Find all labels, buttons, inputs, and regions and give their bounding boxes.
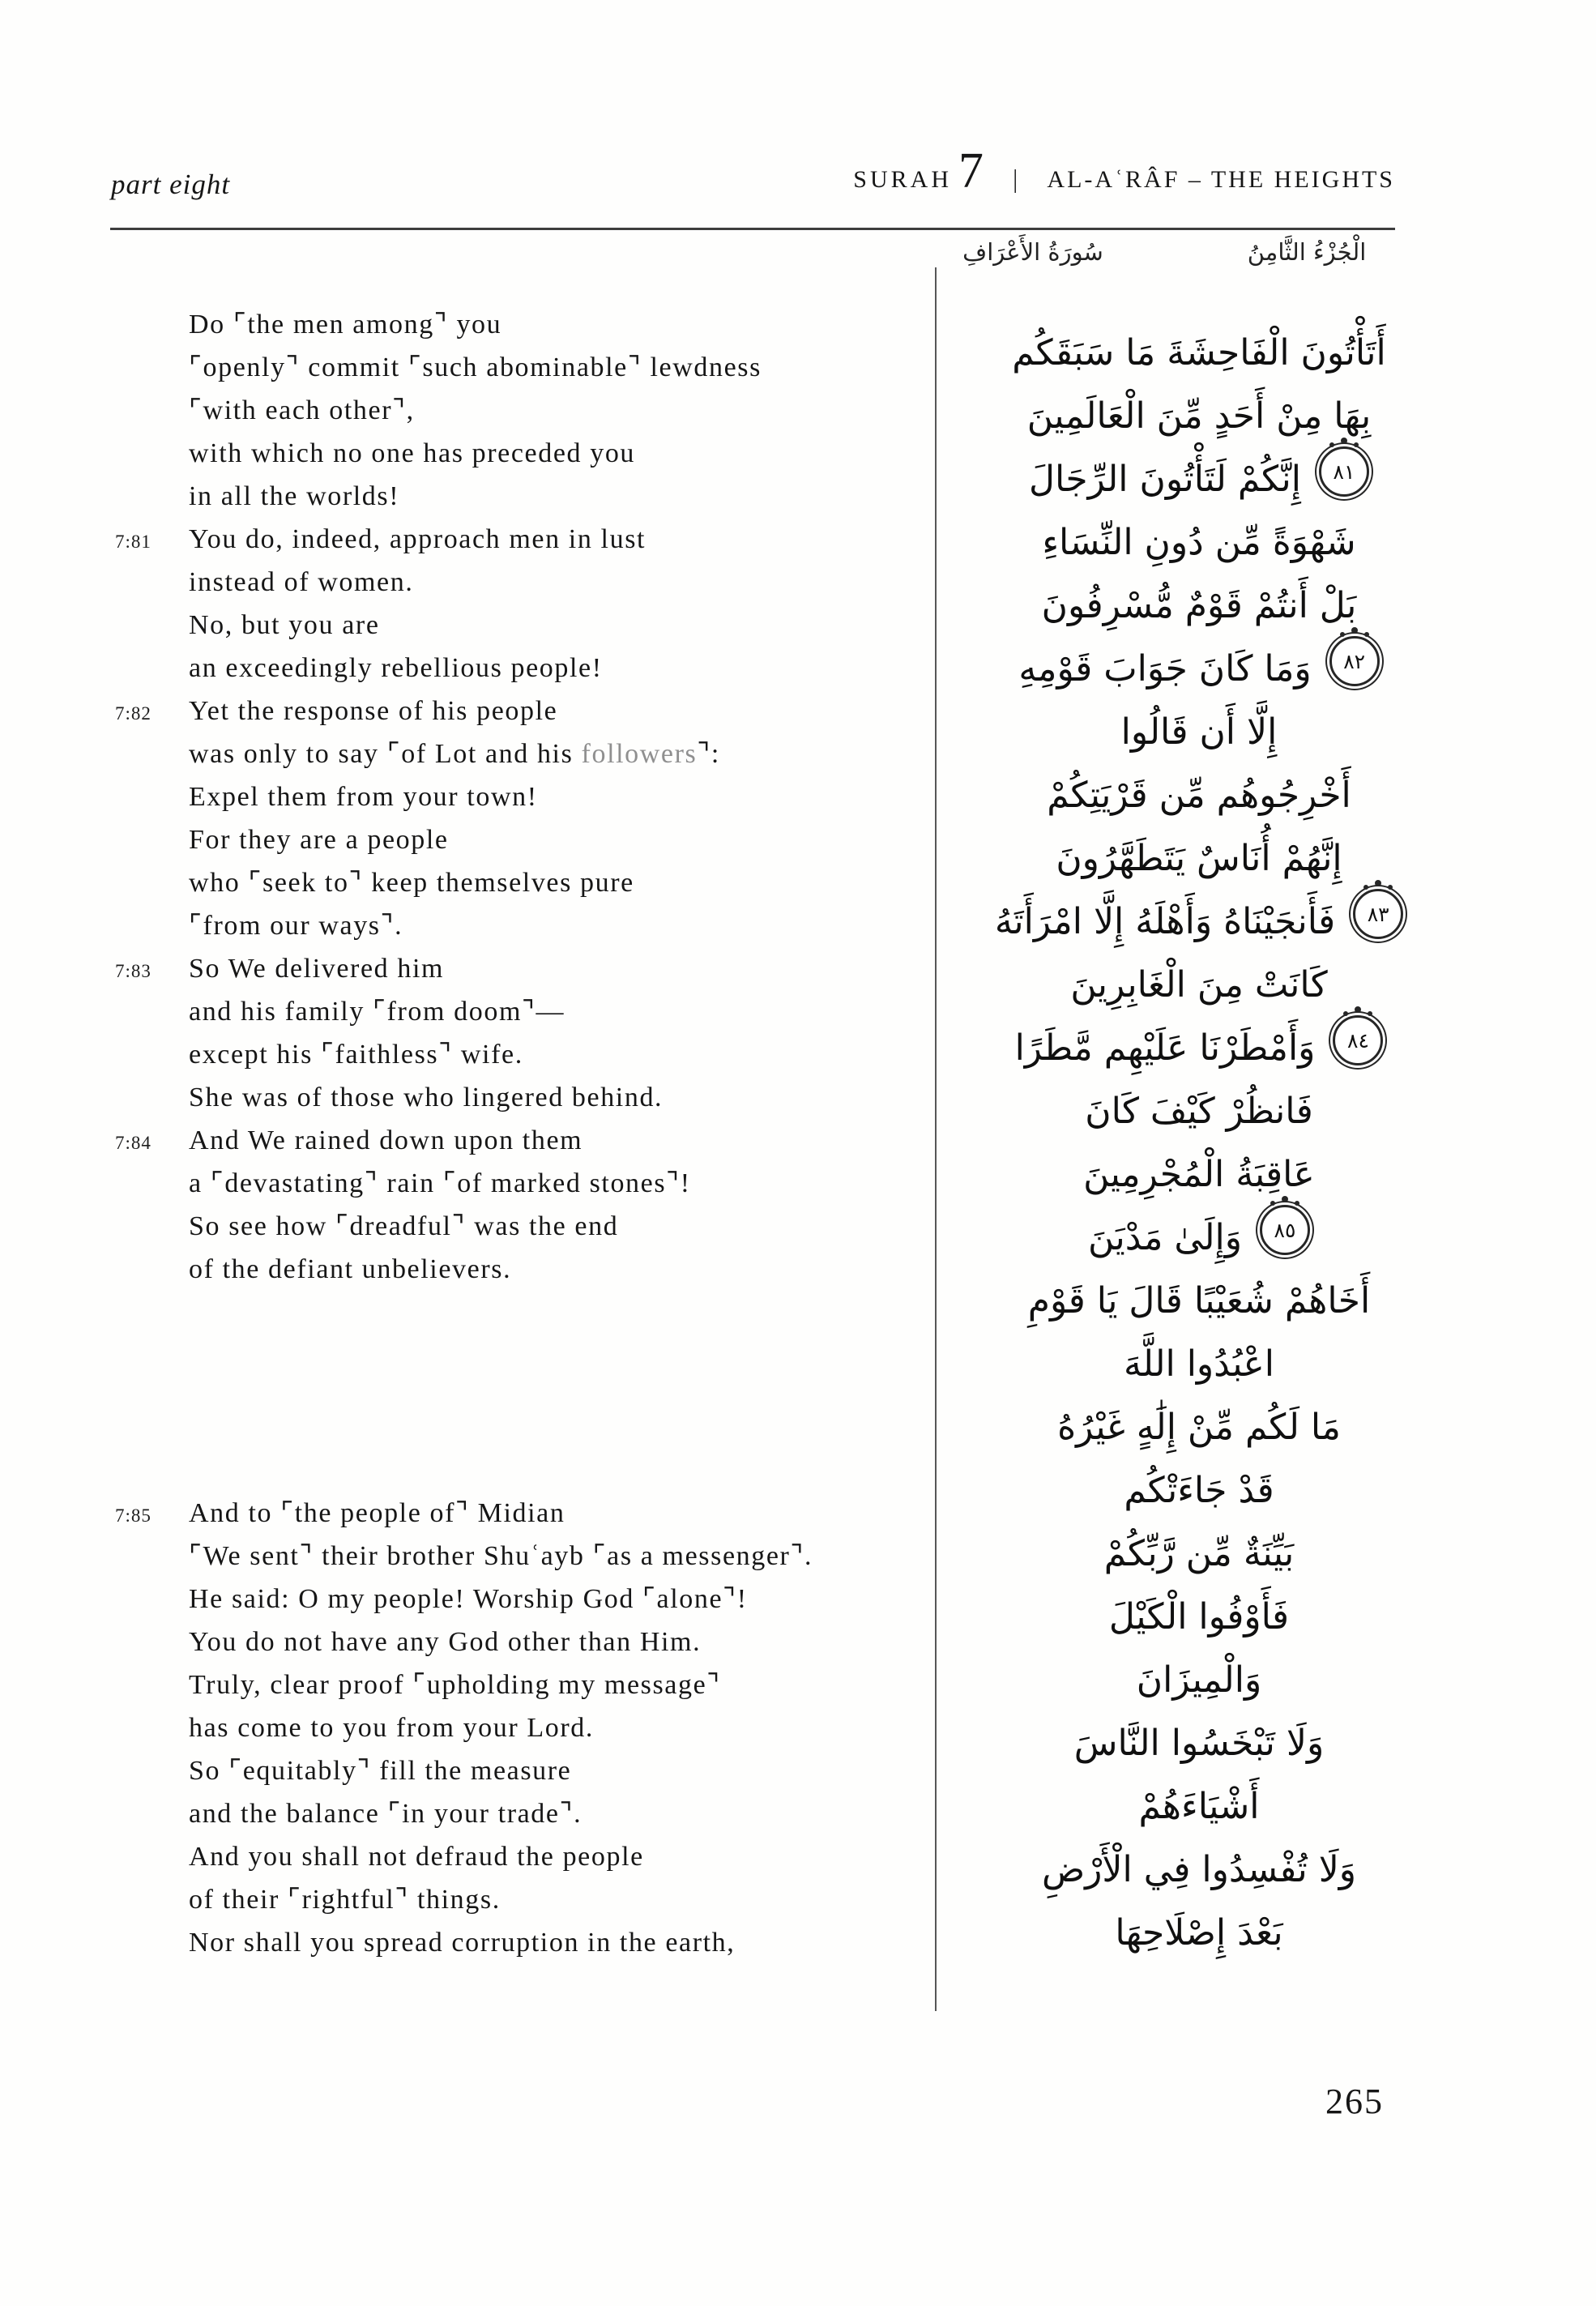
ayah-number-marker: ٨٢ <box>1329 636 1380 686</box>
arabic-line <box>954 890 1444 954</box>
part-label: part eight <box>111 169 231 200</box>
column-divider <box>935 267 937 2011</box>
page-number: 265 <box>1325 2082 1384 2121</box>
english-translation-block-2 <box>0 1492 933 1964</box>
arabic-line-text: فَأَنجَيْنَاهُ وَأَهْلَهُ إِلَّا امْرَأَتَهُ <box>994 901 1336 942</box>
arabic-line <box>954 574 1444 638</box>
text-segment: Yet the response of his people <box>189 696 558 726</box>
arabic-line <box>954 1838 1444 1902</box>
text-segment: and the balance ⌜in your trade⌝. <box>189 1799 582 1829</box>
surah-header <box>853 143 1395 199</box>
arabic-line <box>954 1143 1444 1206</box>
arabic-line <box>954 1649 1444 1712</box>
english-line <box>0 732 933 775</box>
text-segment: She was of those who lingered behind. <box>189 1083 664 1112</box>
ayah-number-marker: ٨٤ <box>1333 1015 1383 1065</box>
text-segment: He said: O my people! Worship God ⌜alone⌝! <box>189 1584 748 1614</box>
arabic-line-text: أَتَأْتُونَ الْفَاحِشَةَ مَا سَبَقَكُم <box>1012 332 1386 374</box>
arabic-line-text: عَاقِبَةُ الْمُجْرِمِينَ <box>1083 1154 1315 1195</box>
text-segment: ⌜openly⌝ commit ⌜such abominable⌝ lewdness <box>189 352 762 382</box>
verse-label: 7:83 <box>115 961 151 981</box>
arabic-line <box>954 1902 1444 1965</box>
arabic-line-text: وَلَا تُفْسِدُوا فِي الْأَرْضِ <box>1041 1849 1357 1890</box>
arabic-line-text: وَالْمِيزَانَ <box>1136 1659 1262 1701</box>
arabic-line-text: قَدْ جَاءَتْكُم <box>1124 1470 1274 1511</box>
verse-label: 7:85 <box>115 1505 151 1526</box>
arabic-line <box>954 954 1444 1017</box>
english-line <box>0 303 933 346</box>
text-segment: So ⌜equitably⌝ fill the measure <box>189 1756 572 1786</box>
text-segment: ⌜We sent⌝ their brother Shuʿayb ⌜as a messenger⌝. <box>189 1541 813 1571</box>
text-segment: So We delivered him <box>189 954 445 984</box>
english-line <box>0 1119 933 1162</box>
arabic-line-text: وَإِلَىٰ مَدْيَنَ <box>1088 1217 1242 1258</box>
text-segment: was only to say ⌜of Lot and his <box>189 739 582 769</box>
arabic-line-text: أَشْيَاءَهُمْ <box>1138 1786 1260 1827</box>
english-line <box>0 1535 933 1578</box>
text-segment: except his ⌜faithless⌝ wife. <box>189 1040 523 1070</box>
header-rule <box>110 228 1395 230</box>
arabic-line-text: أَخَاهُمْ شُعَيْبًا قَالَ يَا قَوْمِ <box>1027 1280 1371 1322</box>
english-line <box>0 475 933 518</box>
arabic-line-text: وَلَا تَبْخَسُوا النَّاسَ <box>1073 1723 1325 1764</box>
text-segment: in all the worlds! <box>189 481 400 511</box>
english-line <box>0 861 933 904</box>
muted-word: followers <box>581 739 698 769</box>
arabic-line-text: إِلَّا أَن قَالُوا <box>1120 711 1278 753</box>
arabic-line-text: إِنَّكُمْ لَتَأْتُونَ الرِّجَالَ <box>1029 459 1301 500</box>
text-segment: And to ⌜the people of⌝ Midian <box>189 1498 565 1528</box>
text-segment: a ⌜devastating⌝ rain ⌜of marked stones⌝! <box>189 1168 691 1198</box>
ayah-number-marker: ٨٥ <box>1260 1205 1310 1255</box>
english-line <box>0 1076 933 1119</box>
surah-number: 7 <box>958 143 984 199</box>
text-segment: with which no one has preceded you <box>189 438 636 468</box>
text-segment: who ⌜seek to⌝ keep themselves pure <box>189 868 634 898</box>
arabic-line-text: شَهْوَةً مِّن دُونِ النِّسَاءِ <box>1042 522 1356 563</box>
english-line <box>0 1835 933 1878</box>
text-segment: ⌝: <box>697 739 720 769</box>
arabic-line <box>954 1712 1444 1775</box>
english-line <box>0 1621 933 1663</box>
english-line <box>0 818 933 861</box>
english-line <box>0 1663 933 1706</box>
english-line <box>0 1878 933 1921</box>
english-line <box>0 1205 933 1248</box>
text-segment: No, but you are <box>189 610 380 640</box>
english-line <box>0 990 933 1033</box>
arabic-line <box>954 385 1444 448</box>
arabic-line <box>954 638 1444 701</box>
english-line <box>0 346 933 389</box>
verse-label: 7:82 <box>115 703 151 724</box>
arabic-line-text: وَأَمْطَرْنَا عَلَيْهِم مَّطَرًا <box>1014 1027 1316 1069</box>
arabic-line <box>954 1270 1444 1333</box>
english-line <box>0 561 933 604</box>
english-line <box>0 1921 933 1964</box>
arabic-line-text: بِهَا مِنْ أَحَدٍ مِّنَ الْعَالَمِينَ <box>1026 395 1372 437</box>
verse-label: 7:84 <box>115 1133 151 1153</box>
arabic-line-text: فَأَوْفُوا الْكَيْلَ <box>1108 1596 1290 1638</box>
text-segment: And you shall not defraud the people <box>189 1842 644 1872</box>
english-line <box>0 904 933 947</box>
english-line <box>0 775 933 818</box>
text-segment: ⌜from our ways⌝. <box>189 911 403 941</box>
ayah-number-marker: ٨٣ <box>1353 889 1403 939</box>
arabic-line-text: اعْبُدُوا اللَّهَ <box>1123 1343 1275 1385</box>
arabic-line-text: إِنَّهُمْ أُنَاسٌ يَتَطَهَّرُونَ <box>1056 838 1342 879</box>
text-segment: instead of women. <box>189 567 414 597</box>
arabic-line <box>954 827 1444 890</box>
arabic-line <box>954 1396 1444 1459</box>
text-segment: Expel them from your town! <box>189 782 538 812</box>
text-segment: So see how ⌜dreadful⌝ was the end <box>189 1211 619 1241</box>
arabic-line <box>954 1775 1444 1838</box>
text-segment: ⌜with each other⌝, <box>189 395 415 425</box>
text-segment: and his family ⌜from doom⌝— <box>189 997 565 1027</box>
text-segment: has come to you from your Lord. <box>189 1713 595 1743</box>
text-segment: of their ⌜rightful⌝ things. <box>189 1885 501 1915</box>
english-line <box>0 1162 933 1205</box>
text-segment: of the defiant unbelievers. <box>189 1254 512 1284</box>
text-segment: Nor shall you spread corruption in the earth, <box>189 1928 736 1958</box>
english-line <box>0 690 933 732</box>
text-segment: You do, indeed, approach men in lust <box>189 524 647 554</box>
arabic-line <box>954 1459 1444 1522</box>
arabic-line-text: بَيِّنَةٌ مِّن رَّبِّكُمْ <box>1103 1533 1295 1574</box>
surah-word: SURAH <box>853 166 952 193</box>
text-segment: For they are a people <box>189 825 449 855</box>
text-segment: And We rained down upon them <box>189 1125 583 1155</box>
verse-label: 7:81 <box>115 532 151 552</box>
arabic-line-text: بَلْ أَنتُمْ قَوْمٌ مُّسْرِفُونَ <box>1041 585 1357 626</box>
arabic-line-text: فَانظُرْ كَيْفَ كَانَ <box>1085 1091 1313 1132</box>
english-line <box>0 518 933 561</box>
english-line <box>0 647 933 690</box>
english-line <box>0 432 933 475</box>
arabic-surah-title: سُورَةُ الأَعْرَافِ <box>962 238 1103 266</box>
english-line <box>0 604 933 647</box>
english-line <box>0 1248 933 1291</box>
text-segment: an exceedingly rebellious people! <box>189 653 603 683</box>
surah-name: AL-AʿRÂF – THE HEIGHTS <box>1047 166 1395 193</box>
arabic-line <box>954 322 1444 385</box>
english-line <box>0 1706 933 1749</box>
text-segment: You do not have any God other than Him. <box>189 1627 702 1657</box>
arabic-line <box>954 764 1444 827</box>
english-line <box>0 1033 933 1076</box>
arabic-line-text: وَمَا كَانَ جَوَابَ قَوْمِهِ <box>1018 648 1312 690</box>
arabic-line <box>954 511 1444 574</box>
arabic-line-text: أَخْرِجُوهُم مِّن قَرْيَتِكُمْ <box>1047 775 1351 816</box>
arabic-line <box>954 1586 1444 1649</box>
arabic-line <box>954 701 1444 764</box>
english-line <box>0 1792 933 1835</box>
arabic-line-text: بَعْدَ إِصْلَاحِهَا <box>1115 1912 1283 1954</box>
arabic-line <box>954 1017 1444 1080</box>
english-line <box>0 1492 933 1535</box>
arabic-column <box>954 322 1444 1965</box>
english-line <box>0 1578 933 1621</box>
arabic-line-text: مَا لَكُم مِّنْ إِلَٰهٍ غَيْرُهُ <box>1057 1407 1341 1448</box>
english-line <box>0 1749 933 1792</box>
arabic-line <box>954 1522 1444 1586</box>
header-separator: | <box>1013 164 1018 193</box>
english-line <box>0 389 933 432</box>
arabic-line-text: كَانَتْ مِنَ الْغَابِرِينَ <box>1070 964 1328 1006</box>
arabic-juz-title: الْجُزْءُ الثَّامِنُ <box>1247 238 1367 266</box>
english-translation-block-1 <box>0 303 933 1291</box>
arabic-line <box>954 448 1444 511</box>
arabic-line <box>954 1080 1444 1143</box>
ayah-number-marker: ٨١ <box>1319 446 1369 497</box>
text-segment: Do ⌜the men among⌝ you <box>189 310 502 339</box>
arabic-line <box>954 1333 1444 1396</box>
arabic-line <box>954 1206 1444 1270</box>
english-line <box>0 947 933 990</box>
text-segment: Truly, clear proof ⌜upholding my message⌝ <box>189 1670 721 1700</box>
